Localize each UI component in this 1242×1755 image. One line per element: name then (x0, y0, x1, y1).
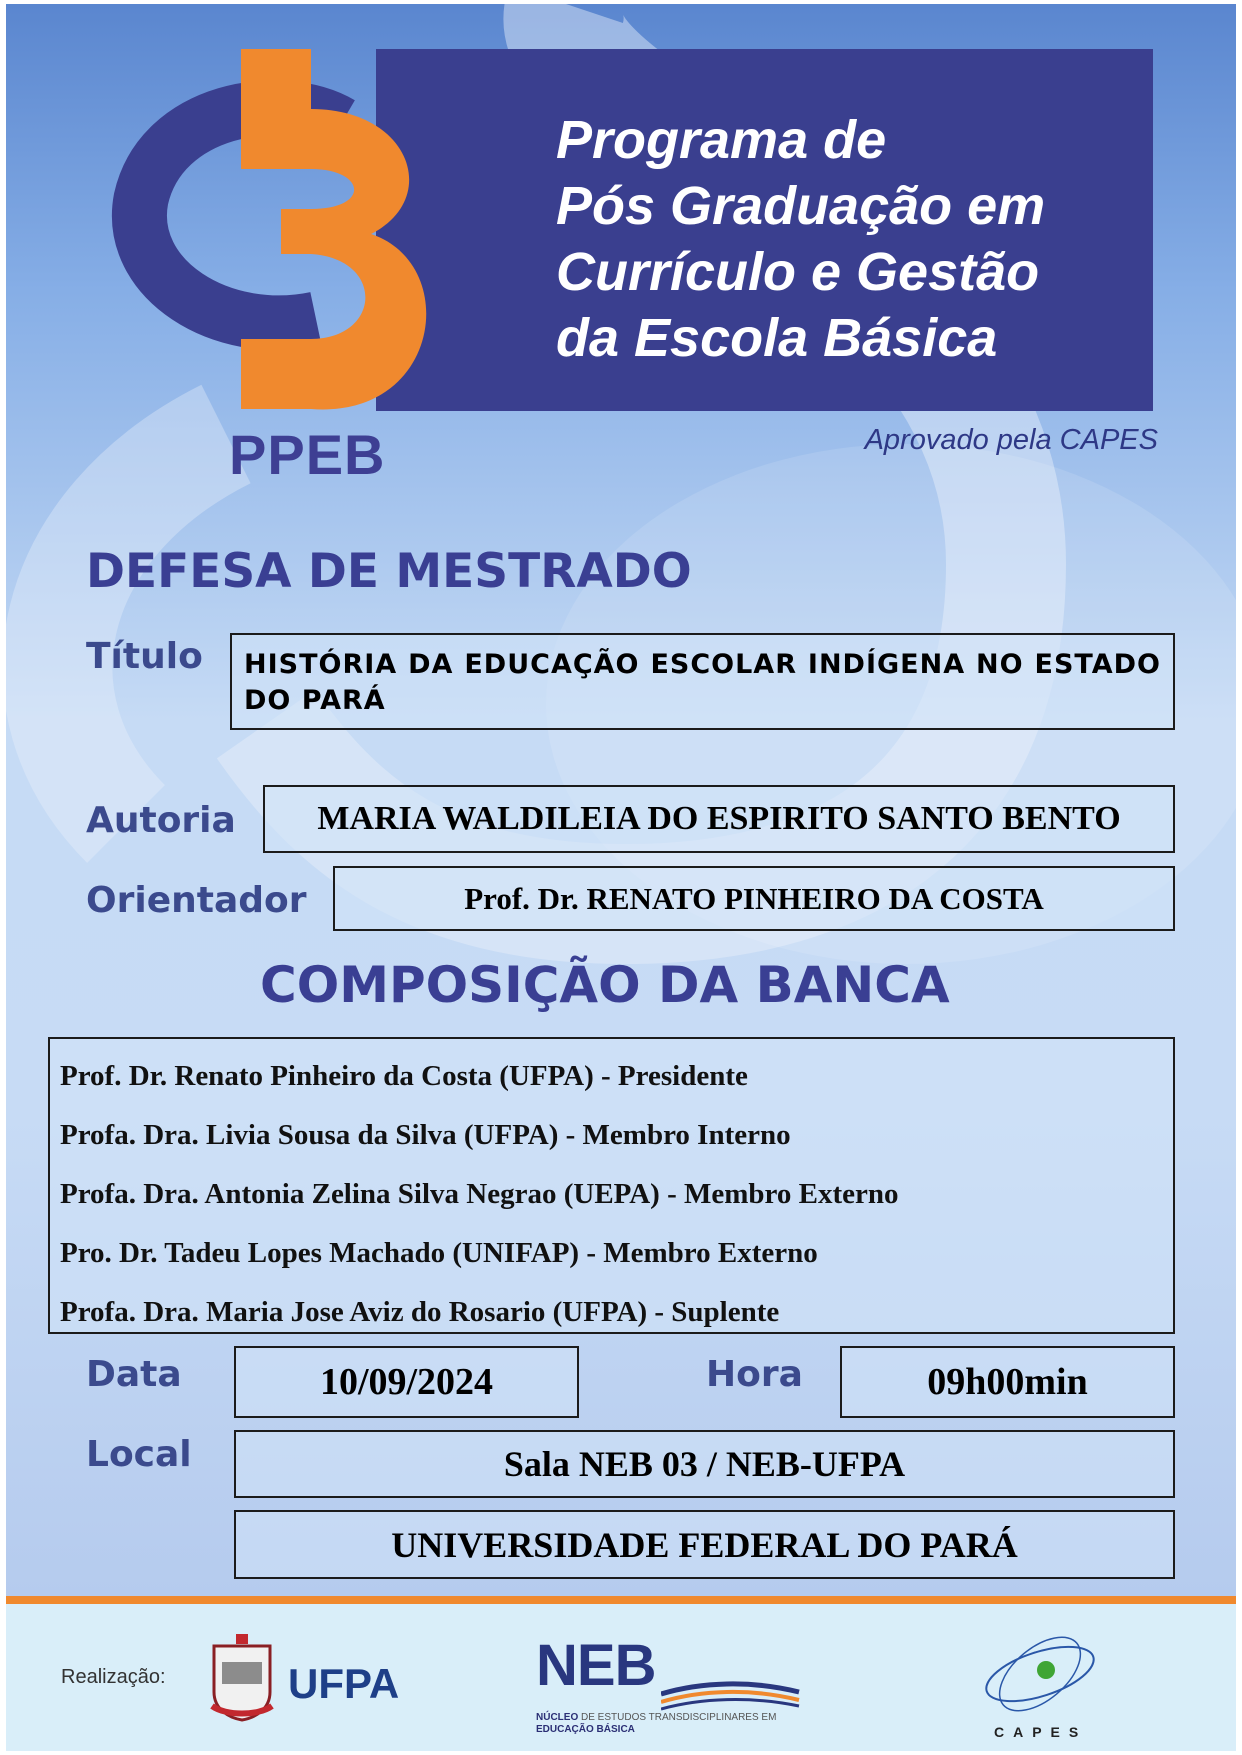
room-field: Sala NEB 03 / NEB-UFPA (234, 1430, 1175, 1498)
neb-logo-text: NEB (536, 1633, 656, 1698)
time-label: Hora (706, 1354, 803, 1395)
program-title-line-1: Programa de (556, 110, 887, 170)
committee-member: Prof. Dr. Renato Pinheiro da Costa (UFPA) - Presidente (60, 1060, 748, 1092)
location-label: Local (86, 1434, 192, 1475)
time-field: 09h00min (840, 1346, 1175, 1418)
committee-member: Profa. Dra. Antonia Zelina Silva Negrao (UEPA) - Membro Externo (60, 1178, 899, 1210)
neb-swoosh-icon (661, 1674, 801, 1714)
ufpa-crest-icon (206, 1632, 278, 1722)
date-label: Data (86, 1354, 182, 1395)
program-title-line-4: da Escola Básica (556, 308, 998, 368)
thesis-title-field: HISTÓRIA DA EDUCAÇÃO ESCOLAR INDÍGENA NO ESTADO DO PARÁ (230, 633, 1175, 730)
committee-member: Profa. Dra. Maria Jose Aviz do Rosario (UFPA) - Suplente (60, 1296, 780, 1328)
program-title-line-2: Pós Graduação em (556, 176, 1046, 236)
ppeb-logo-icon (81, 49, 481, 419)
author-field: MARIA WALDILEIA DO ESPIRITO SANTO BENTO (263, 785, 1175, 853)
footer-sponsors (6, 1596, 1236, 1751)
neb-subtitle-educacao: EDUCAÇÃO BÁSICA (536, 1724, 635, 1735)
committee-member: Pro. Dr. Tadeu Lopes Machado (UNIFAP) - Membro Externo (60, 1237, 818, 1269)
defense-heading: DEFESA DE MESTRADO (86, 544, 692, 599)
neb-subtitle-nucleo: NÚCLEO (536, 1712, 579, 1723)
program-title-line-3: Currículo e Gestão (556, 242, 1040, 302)
capes-logo-icon (978, 1626, 1108, 1716)
advisor-label: Orientador (86, 880, 307, 921)
committee-member: Profa. Dra. Livia Sousa da Silva (UFPA) - Membro Interno (60, 1119, 791, 1151)
ppeb-acronym: PPEB (229, 423, 386, 486)
neb-subtitle-middle: DE ESTUDOS TRANSDISCIPLINARES EM (581, 1712, 777, 1723)
date-field: 10/09/2024 (234, 1346, 579, 1418)
poster (6, 4, 1236, 1596)
committee-heading: COMPOSIÇÃO DA BANCA (260, 956, 950, 1014)
neb-subtitle (536, 1712, 806, 1736)
institution-field: UNIVERSIDADE FEDERAL DO PARÁ (234, 1510, 1175, 1579)
advisor-field: Prof. Dr. RENATO PINHEIRO DA COSTA (333, 866, 1175, 931)
capes-approval-note: Aprovado pela CAPES (864, 424, 1158, 456)
title-label: Título (86, 636, 203, 677)
program-title-box (376, 49, 1153, 411)
author-label: Autoria (86, 800, 236, 841)
ufpa-logo-text: UFPA (288, 1660, 400, 1707)
realizacao-label: Realização: (61, 1666, 166, 1688)
capes-logo-text: CAPES (994, 1724, 1088, 1740)
committee-list (48, 1037, 1175, 1334)
